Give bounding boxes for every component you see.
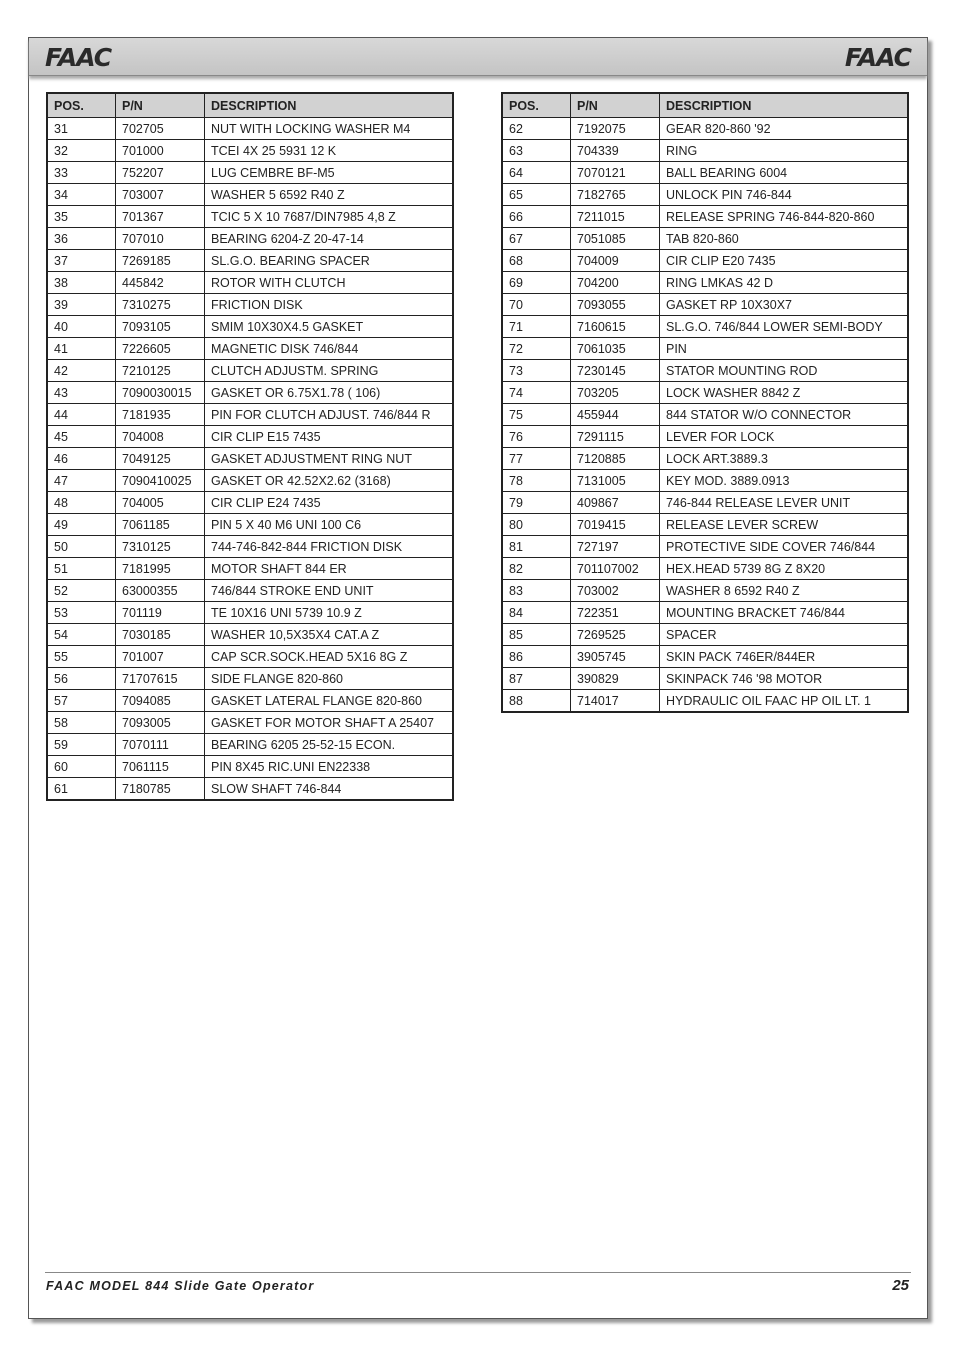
- cell-pn: 7093005: [116, 712, 205, 734]
- cell-pos: 44: [47, 404, 116, 426]
- cell-pn: 7211015: [571, 206, 660, 228]
- cell-description: RELEASE LEVER SCREW: [660, 514, 909, 536]
- cell-pos: 88: [502, 690, 571, 713]
- table-row: [47, 624, 453, 646]
- table-row: [47, 250, 453, 272]
- cell-description: 746-844 RELEASE LEVER UNIT: [660, 492, 909, 514]
- cell-pn: 7049125: [116, 448, 205, 470]
- table-row: [47, 690, 453, 712]
- table-row: [502, 360, 908, 382]
- cell-description: RING: [660, 140, 909, 162]
- cell-description: 844 STATOR W/O CONNECTOR: [660, 404, 909, 426]
- cell-pn: 7269525: [571, 624, 660, 646]
- cell-pn: 701007: [116, 646, 205, 668]
- cell-pos: 41: [47, 338, 116, 360]
- table-row: [502, 470, 908, 492]
- cell-description: 744-746-842-844 FRICTION DISK: [205, 536, 454, 558]
- cell-description: RELEASE SPRING 746-844-820-860: [660, 206, 909, 228]
- cell-pn: 7181995: [116, 558, 205, 580]
- column-header-pos: POS.: [47, 93, 116, 118]
- cell-pos: 74: [502, 382, 571, 404]
- cell-description: WASHER 5 6592 R40 Z: [205, 184, 454, 206]
- faac-logo-left: FAAC: [45, 43, 112, 72]
- cell-description: CIR CLIP E24 7435: [205, 492, 454, 514]
- cell-pos: 69: [502, 272, 571, 294]
- cell-pn: 7269185: [116, 250, 205, 272]
- cell-pn: 7230145: [571, 360, 660, 382]
- cell-pn: 714017: [571, 690, 660, 713]
- cell-pos: 43: [47, 382, 116, 404]
- cell-pn: 701107002: [571, 558, 660, 580]
- table-row: [502, 492, 908, 514]
- cell-description: GEAR 820-860 '92: [660, 118, 909, 140]
- cell-description: GASKET LATERAL FLANGE 820-860: [205, 690, 454, 712]
- cell-description: UNLOCK PIN 746-844: [660, 184, 909, 206]
- cell-description: BALL BEARING 6004: [660, 162, 909, 184]
- table-row: [502, 338, 908, 360]
- cell-description: SPACER: [660, 624, 909, 646]
- cell-pos: 47: [47, 470, 116, 492]
- cell-pos: 79: [502, 492, 571, 514]
- table-row: [502, 184, 908, 206]
- cell-pn: 7061115: [116, 756, 205, 778]
- table-row: [47, 228, 453, 250]
- table-row: [502, 602, 908, 624]
- footer-title: FAAC MODEL 844 Slide Gate Operator: [46, 1279, 315, 1293]
- cell-pn: 704005: [116, 492, 205, 514]
- table-row: [47, 470, 453, 492]
- cell-pn: 7181935: [116, 404, 205, 426]
- cell-pos: 62: [502, 118, 571, 140]
- table-row: [502, 646, 908, 668]
- page-header: [29, 38, 927, 76]
- table-row: [47, 514, 453, 536]
- cell-pn: 390829: [571, 668, 660, 690]
- cell-pos: 75: [502, 404, 571, 426]
- cell-description: MOTOR SHAFT 844 ER: [205, 558, 454, 580]
- table-row: [47, 778, 453, 801]
- column-header-description: DESCRIPTION: [660, 93, 909, 118]
- cell-description: RING LMKAS 42 D: [660, 272, 909, 294]
- cell-description: GASKET RP 10X30X7: [660, 294, 909, 316]
- table-row: [502, 294, 908, 316]
- cell-pn: 7093105: [116, 316, 205, 338]
- cell-pos: 55: [47, 646, 116, 668]
- cell-pn: 7090410025: [116, 470, 205, 492]
- cell-pn: 701000: [116, 140, 205, 162]
- parts-table-right: [501, 92, 909, 713]
- cell-description: PIN FOR CLUTCH ADJUST. 746/844 R: [205, 404, 454, 426]
- parts-table-right-body: [502, 118, 908, 713]
- faac-logo-right: FAAC: [844, 43, 911, 72]
- cell-pos: 34: [47, 184, 116, 206]
- cell-pn: 7070121: [571, 162, 660, 184]
- table-row: [502, 316, 908, 338]
- cell-pn: 701119: [116, 602, 205, 624]
- cell-description: CIR CLIP E20 7435: [660, 250, 909, 272]
- table-row: [502, 272, 908, 294]
- cell-pn: 3905745: [571, 646, 660, 668]
- cell-description: PIN: [660, 338, 909, 360]
- cell-pos: 31: [47, 118, 116, 140]
- cell-pos: 40: [47, 316, 116, 338]
- table-row: [47, 448, 453, 470]
- table-row: [502, 426, 908, 448]
- cell-description: LOCK WASHER 8842 Z: [660, 382, 909, 404]
- cell-pos: 81: [502, 536, 571, 558]
- cell-pn: 7160615: [571, 316, 660, 338]
- cell-description: KEY MOD. 3889.0913: [660, 470, 909, 492]
- cell-pos: 45: [47, 426, 116, 448]
- table-row: [502, 668, 908, 690]
- cell-pn: 7061035: [571, 338, 660, 360]
- cell-pn: 702705: [116, 118, 205, 140]
- cell-pos: 56: [47, 668, 116, 690]
- table-row: [47, 294, 453, 316]
- cell-description: GASKET OR 6.75X1.78 ( 106): [205, 382, 454, 404]
- cell-pn: 7182765: [571, 184, 660, 206]
- table-row: [47, 734, 453, 756]
- page-frame: [28, 37, 928, 1319]
- cell-pn: 7131005: [571, 470, 660, 492]
- cell-pn: 455944: [571, 404, 660, 426]
- cell-pn: 7310125: [116, 536, 205, 558]
- cell-description: SL.G.O. 746/844 LOWER SEMI-BODY: [660, 316, 909, 338]
- table-row: [47, 580, 453, 602]
- cell-pos: 49: [47, 514, 116, 536]
- cell-pn: 7051085: [571, 228, 660, 250]
- cell-description: FRICTION DISK: [205, 294, 454, 316]
- cell-pn: 704339: [571, 140, 660, 162]
- cell-pos: 57: [47, 690, 116, 712]
- table-row: [47, 206, 453, 228]
- footer-divider: [45, 1272, 911, 1273]
- cell-description: HYDRAULIC OIL FAAC HP OIL LT. 1: [660, 690, 909, 713]
- cell-description: GASKET ADJUSTMENT RING NUT: [205, 448, 454, 470]
- cell-pos: 68: [502, 250, 571, 272]
- parts-table-left-body: [47, 118, 453, 801]
- cell-description: CAP SCR.SOCK.HEAD 5X16 8G Z: [205, 646, 454, 668]
- table-row: [47, 536, 453, 558]
- cell-pn: 7090030015: [116, 382, 205, 404]
- cell-pos: 83: [502, 580, 571, 602]
- table-row: [47, 404, 453, 426]
- table-row: [47, 338, 453, 360]
- table-header-row: [47, 93, 453, 118]
- cell-pos: 33: [47, 162, 116, 184]
- cell-description: SLOW SHAFT 746-844: [205, 778, 454, 801]
- table-row: [502, 206, 908, 228]
- cell-description: CLUTCH ADJUSTM. SPRING: [205, 360, 454, 382]
- table-row: [47, 140, 453, 162]
- cell-pos: 65: [502, 184, 571, 206]
- cell-pn: 7210125: [116, 360, 205, 382]
- cell-description: SKIN PACK 746ER/844ER: [660, 646, 909, 668]
- cell-description: GASKET FOR MOTOR SHAFT A 25407: [205, 712, 454, 734]
- cell-description: BEARING 6205 25-52-15 ECON.: [205, 734, 454, 756]
- cell-pn: 704009: [571, 250, 660, 272]
- table-row: [502, 624, 908, 646]
- cell-description: MAGNETIC DISK 746/844: [205, 338, 454, 360]
- cell-pos: 71: [502, 316, 571, 338]
- cell-pn: 7192075: [571, 118, 660, 140]
- cell-description: LUG CEMBRE BF-M5: [205, 162, 454, 184]
- table-row: [47, 360, 453, 382]
- cell-pos: 32: [47, 140, 116, 162]
- cell-pos: 52: [47, 580, 116, 602]
- cell-description: SMIM 10X30X4.5 GASKET: [205, 316, 454, 338]
- cell-description: SKINPACK 746 '98 MOTOR: [660, 668, 909, 690]
- page-number: 25: [892, 1277, 909, 1294]
- cell-pos: 84: [502, 602, 571, 624]
- table-row: [47, 558, 453, 580]
- cell-pos: 39: [47, 294, 116, 316]
- cell-pn: 7226605: [116, 338, 205, 360]
- cell-pos: 80: [502, 514, 571, 536]
- cell-pos: 50: [47, 536, 116, 558]
- cell-pos: 64: [502, 162, 571, 184]
- cell-pos: 77: [502, 448, 571, 470]
- cell-pos: 59: [47, 734, 116, 756]
- table-row: [502, 514, 908, 536]
- cell-pos: 78: [502, 470, 571, 492]
- cell-description: SIDE FLANGE 820-860: [205, 668, 454, 690]
- cell-description: 746/844 STROKE END UNIT: [205, 580, 454, 602]
- cell-pos: 38: [47, 272, 116, 294]
- cell-description: SL.G.O. BEARING SPACER: [205, 250, 454, 272]
- table-row: [47, 162, 453, 184]
- cell-description: PIN 5 X 40 M6 UNI 100 C6: [205, 514, 454, 536]
- cell-pos: 85: [502, 624, 571, 646]
- cell-pn: 7061185: [116, 514, 205, 536]
- table-row: [47, 272, 453, 294]
- table-row: [502, 118, 908, 140]
- table-row: [502, 690, 908, 713]
- cell-pos: 73: [502, 360, 571, 382]
- cell-description: TCEI 4X 25 5931 12 K: [205, 140, 454, 162]
- table-row: [47, 316, 453, 338]
- table-row: [502, 250, 908, 272]
- cell-pn: 7291115: [571, 426, 660, 448]
- cell-pos: 72: [502, 338, 571, 360]
- cell-pn: 409867: [571, 492, 660, 514]
- cell-pn: 63000355: [116, 580, 205, 602]
- cell-pos: 76: [502, 426, 571, 448]
- cell-pos: 61: [47, 778, 116, 801]
- cell-pn: 701367: [116, 206, 205, 228]
- cell-pn: 7070111: [116, 734, 205, 756]
- cell-pn: 704200: [571, 272, 660, 294]
- table-row: [47, 184, 453, 206]
- cell-pn: 7093055: [571, 294, 660, 316]
- cell-description: GASKET OR 42.52X2.62 (3168): [205, 470, 454, 492]
- cell-pn: 7310275: [116, 294, 205, 316]
- cell-pn: 7019415: [571, 514, 660, 536]
- table-header-row: [502, 93, 908, 118]
- cell-description: PROTECTIVE SIDE COVER 746/844: [660, 536, 909, 558]
- table-row: [502, 558, 908, 580]
- cell-pos: 63: [502, 140, 571, 162]
- cell-pn: 7120885: [571, 448, 660, 470]
- cell-pos: 86: [502, 646, 571, 668]
- table-row: [502, 580, 908, 602]
- table-row: [502, 404, 908, 426]
- cell-description: ROTOR WITH CLUTCH: [205, 272, 454, 294]
- cell-description: LEVER FOR LOCK: [660, 426, 909, 448]
- cell-description: TE 10X16 UNI 5739 10.9 Z: [205, 602, 454, 624]
- cell-pos: 82: [502, 558, 571, 580]
- column-header-pn: P/N: [116, 93, 205, 118]
- cell-description: LOCK ART.3889.3: [660, 448, 909, 470]
- cell-description: NUT WITH LOCKING WASHER M4: [205, 118, 454, 140]
- table-row: [47, 646, 453, 668]
- cell-pos: 36: [47, 228, 116, 250]
- cell-description: HEX.HEAD 5739 8G Z 8X20: [660, 558, 909, 580]
- cell-description: MOUNTING BRACKET 746/844: [660, 602, 909, 624]
- table-row: [502, 162, 908, 184]
- table-row: [47, 668, 453, 690]
- cell-pn: 703007: [116, 184, 205, 206]
- cell-pos: 58: [47, 712, 116, 734]
- column-header-description: DESCRIPTION: [205, 93, 454, 118]
- cell-pn: 71707615: [116, 668, 205, 690]
- cell-pn: 707010: [116, 228, 205, 250]
- cell-pos: 67: [502, 228, 571, 250]
- cell-pn: 7094085: [116, 690, 205, 712]
- table-row: [47, 602, 453, 624]
- table-row: [502, 536, 908, 558]
- cell-pn: 722351: [571, 602, 660, 624]
- column-header-pos: POS.: [502, 93, 571, 118]
- cell-pos: 46: [47, 448, 116, 470]
- cell-pos: 87: [502, 668, 571, 690]
- cell-pn: 445842: [116, 272, 205, 294]
- table-row: [47, 712, 453, 734]
- cell-pn: 7180785: [116, 778, 205, 801]
- cell-pn: 752207: [116, 162, 205, 184]
- table-row: [47, 756, 453, 778]
- cell-description: STATOR MOUNTING ROD: [660, 360, 909, 382]
- table-row: [47, 118, 453, 140]
- parts-table-left: [46, 92, 454, 801]
- cell-pos: 51: [47, 558, 116, 580]
- cell-pn: 7030185: [116, 624, 205, 646]
- cell-pos: 35: [47, 206, 116, 228]
- table-row: [47, 426, 453, 448]
- cell-pos: 48: [47, 492, 116, 514]
- cell-pos: 53: [47, 602, 116, 624]
- cell-pos: 37: [47, 250, 116, 272]
- cell-description: PIN 8X45 RIC.UNI EN22338: [205, 756, 454, 778]
- cell-description: BEARING 6204-Z 20-47-14: [205, 228, 454, 250]
- cell-pn: 727197: [571, 536, 660, 558]
- table-row: [47, 382, 453, 404]
- cell-pn: 704008: [116, 426, 205, 448]
- cell-pn: 703002: [571, 580, 660, 602]
- cell-description: TAB 820-860: [660, 228, 909, 250]
- cell-description: CIR CLIP E15 7435: [205, 426, 454, 448]
- table-row: [502, 140, 908, 162]
- table-row: [502, 228, 908, 250]
- cell-description: WASHER 8 6592 R40 Z: [660, 580, 909, 602]
- cell-pn: 703205: [571, 382, 660, 404]
- cell-pos: 54: [47, 624, 116, 646]
- cell-pos: 42: [47, 360, 116, 382]
- cell-description: TCIC 5 X 10 7687/DIN7985 4,8 Z: [205, 206, 454, 228]
- column-header-pn: P/N: [571, 93, 660, 118]
- cell-pos: 70: [502, 294, 571, 316]
- table-row: [502, 382, 908, 404]
- cell-description: WASHER 10,5X35X4 CAT.A Z: [205, 624, 454, 646]
- cell-pos: 66: [502, 206, 571, 228]
- cell-pos: 60: [47, 756, 116, 778]
- table-row: [502, 448, 908, 470]
- table-row: [47, 492, 453, 514]
